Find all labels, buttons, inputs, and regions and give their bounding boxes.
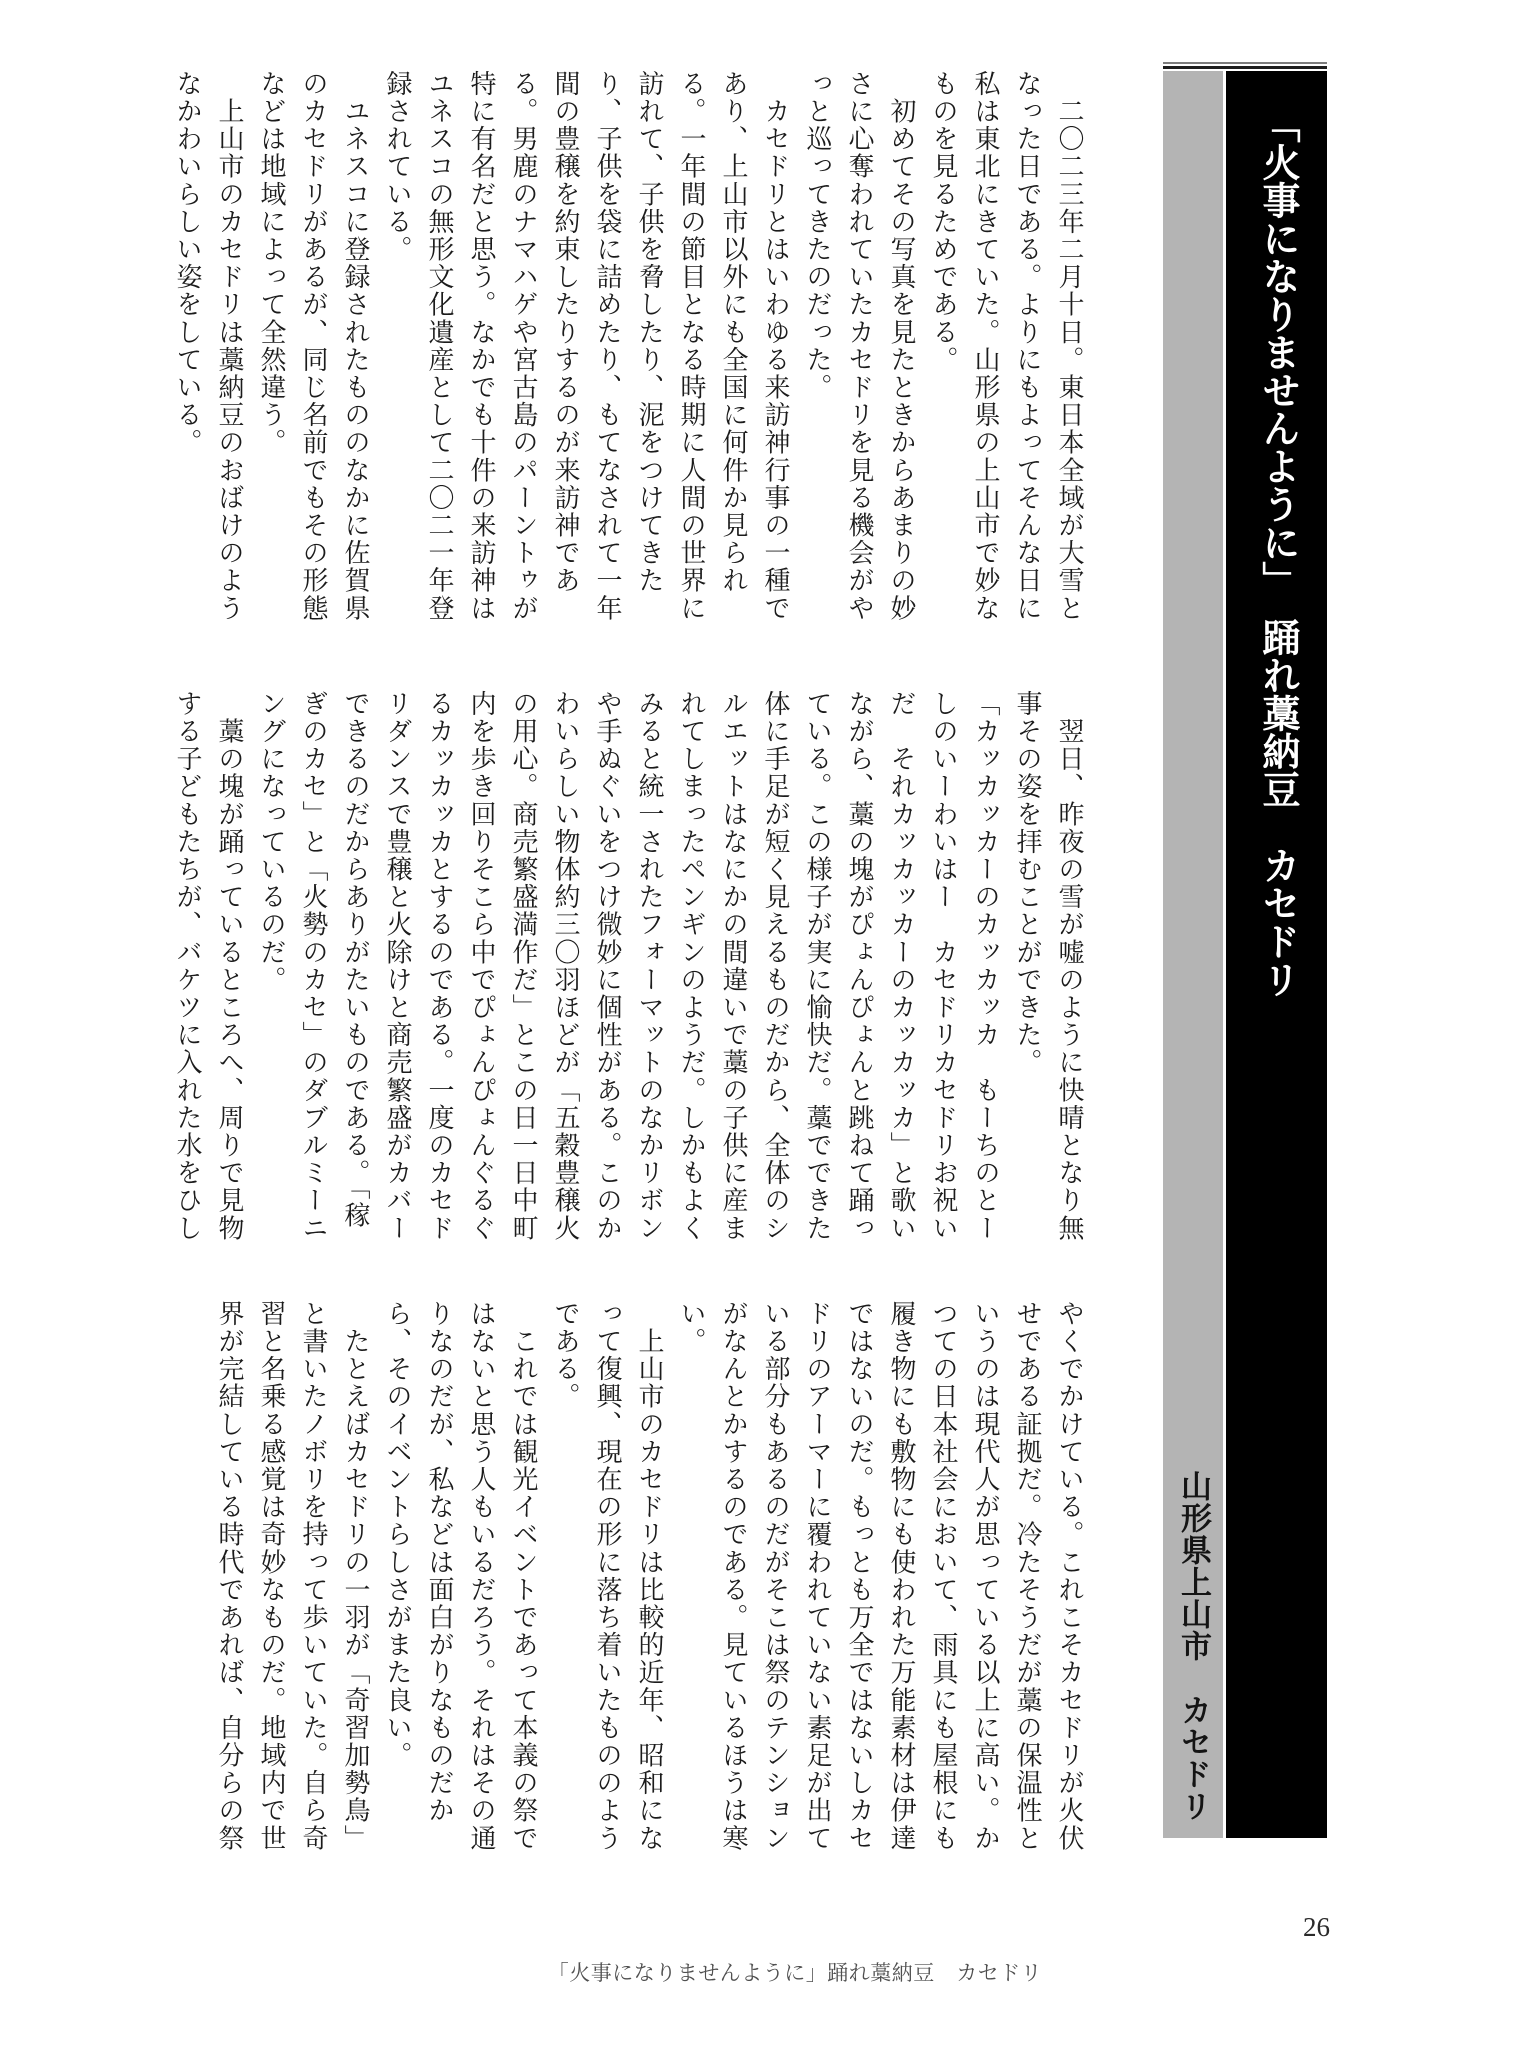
article-band-bottom: [145, 1300, 1090, 1858]
paragraph: 上山市のカセドリは藁納豆のおばけのようなかわいらしい姿をしている。: [173, 70, 244, 622]
paragraph: 上山市のカセドリは比較的近年、昭和になって復興、現在の形に落ち着いたもののようである。: [551, 1300, 664, 1852]
article-title: 「火事になりませんように」 踊れ藁納豆 カセドリ: [1256, 105, 1298, 998]
prefecture-label: 山形県上山市 カセドリ: [1176, 1470, 1211, 1822]
footer-title: 「火事になりませんように」踊れ藁納豆 カセドリ: [547, 1961, 1043, 1985]
title-bar: [1226, 71, 1327, 1838]
paragraph: 初めてその写真を見たときからあまりの妙さに心奪われていたカセドリを見る機会がやっと巡ってきたのだった。: [803, 70, 916, 622]
article-band-middle: [145, 690, 1090, 1248]
header-rule-thin: [1163, 62, 1327, 64]
article-band-top: [145, 70, 1090, 628]
paragraph: 「カッカッカーのカッカッカ もーちのとーしのいーわいはー カセドリカセドリお祝いだ それカッカッカーのカッカッカ」と歌いながら、藁の塊がぴょんぴょんと跳ねて踊っている。この様子が実に愉快だ。藁でできた体に手足が短く見えるものだから、全体のシルエットはなにかの間違いで藁の子供に産まれてしまったペンギンのようだ。しかもよくみると統一されたフォーマットのなかリボンや手ぬぐいをつけ微妙に個性がある。このかわいらしい物体約三〇羽ほどが「五穀豊穣火の用心。商売繁盛満作だ」とこの日一日中町内を歩き回りそこら中でぴょんぴょんぐるぐるカッカッカとするのである。一度のカセドリダンスで豊穣と火除けと商売繁盛がカバーできるのだからありがたいものである。「稼ぎのカセ」と「火勢のカセ」のダブルミーニングになっているのだ。: [257, 690, 1000, 1242]
paragraph: 藁の塊が踊っているところへ、周りで見物する子どもたちが、バケツに入れた水をひし: [173, 690, 244, 1242]
paragraph: 翌日、昨夜の雪が嘘のように快晴となり無事その姿を拝むことができた。: [1013, 690, 1084, 1242]
paragraph: たとえばカセドリの一羽が「奇習加勢鳥」と書いたノボリを持って歩いていた。自ら奇習と名乗る感覚は奇妙なものだ。地域内で世界が完結している時代であれば、自分らの祭: [215, 1300, 370, 1852]
paragraph: ユネスコに登録されたもののなかに佐賀県のカセドリがあるが、同じ名前でもその形態などは地域によって全然違う。: [257, 70, 370, 622]
prefecture-sidebar: [1163, 71, 1223, 1838]
paragraph: カセドリとはいわゆる来訪神行事の一種であり、上山市以外にも全国に何件か見られる。一年間の節目となる時期に人間の世界に訪れて、子供を脅したり、泥をつけてきたり、子供を袋に詰めたり、もてなされて一年間の豊穣を約束したりするのが来訪神である。男鹿のナマハゲや宮古島のパーントゥが特に有名だと思う。なかでも十件の来訪神はユネスコの無形文化遺産として二〇二一年登録されている。: [383, 70, 790, 622]
paragraph: やくでかけている。これこそカセドリが火伏せである証拠だ。冷たそうだが藁の保温性というのは現代人が思っている以上に高い。かつての日本社会において、雨具にも屋根にも履き物にも敷物にも使われた万能素材は伊達ではないのだ。もっとも万全ではないしカセドリのアーマーに覆われていない素足が出ている部分もあるのだがそこは祭のテンションがなんとかするのである。見ているほうは寒い。: [677, 1300, 1084, 1852]
footer: [0, 1957, 1535, 1987]
paragraph: 二〇二三年二月十日。東日本全域が大雪となった日である。よりにもよってそんな日に私は東北にきていた。山形県の上山市で妙なものを見るためである。: [929, 70, 1084, 622]
header-rule-thick: [1163, 66, 1327, 69]
page-number: 26: [1303, 1912, 1330, 1942]
paragraph: これでは観光イベントであって本義の祭ではないと思う人もいるだろう。それはその通りなのだが、私などは面白がりなものだから、そのイベントらしさがまた良い。: [383, 1300, 538, 1852]
